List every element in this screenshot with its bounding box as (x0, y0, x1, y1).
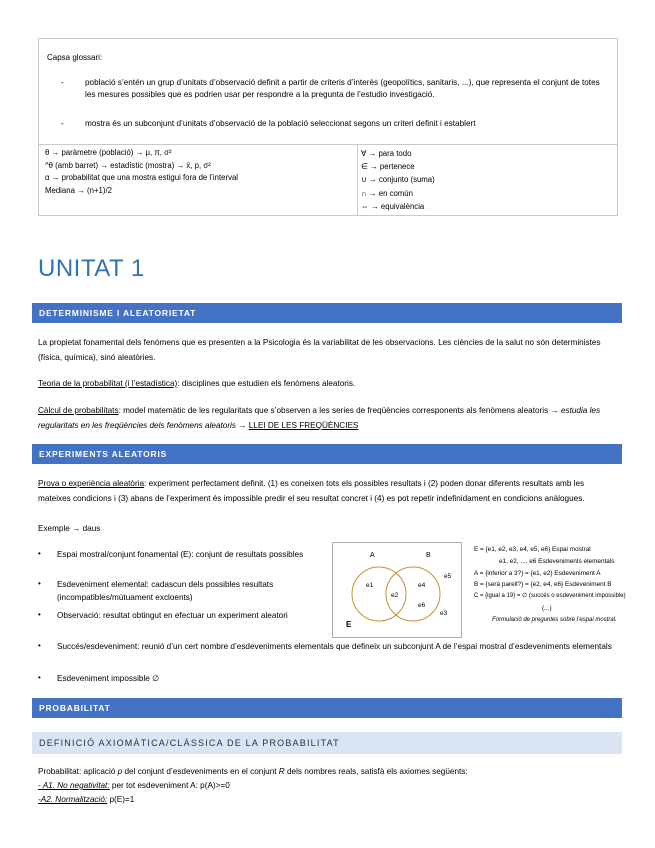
symbol-line: ^θ (amb barret) → estadístic (mostra) → x̄, p, σ² (45, 160, 211, 170)
italic-text: estudia les regularitats en les freqüències dels fenòmens aleatoris (38, 406, 601, 430)
glossary-item-mostra: mostra és un subconjunt d’unitats d’observació de la població seleccionat segons un criteri definit i establert (85, 119, 476, 128)
venn-note: E = {e1, e2, e3, e4, e5, e6} Espai mostral (474, 546, 591, 553)
bullet-icon: • (38, 549, 41, 558)
venn-note: e1, e2, ..., e6 Esdeveniments elementals (499, 557, 615, 565)
glossary-box (38, 38, 618, 216)
glossary-symbols-right (361, 147, 611, 213)
glossary-column-divider (357, 144, 358, 215)
venn-note: B = {serà parell?} = {e2, e4, e6} Esdeveniment B (474, 581, 612, 589)
arrow-text: → (548, 406, 561, 415)
venn-element: e2 (391, 592, 399, 599)
symbol-line: ⇔ → equivalència (361, 201, 425, 211)
glossary-dash: - (61, 78, 64, 87)
glossary-divider (39, 144, 617, 145)
definition-text: Probabilitat: aplicació (38, 767, 118, 776)
symbol-line: α → probabilitat que una mostra estigui fora de l’interval (45, 173, 239, 182)
definition-text: : disciplines que estudien els fenòmens aleatoris. (177, 379, 356, 388)
section-heading-experiments: EXPERIMENTS ALEATORIS (32, 444, 622, 464)
section-heading-probabilitat: PROBABILITAT (32, 698, 622, 718)
venn-note: (...) (542, 604, 552, 612)
symbol-line: ∀ → para todo (361, 149, 412, 158)
venn-svg (332, 542, 462, 638)
section-heading-determinisme: DETERMINISME I ALEATORIETAT (32, 303, 622, 323)
axiom-a2 (38, 794, 616, 806)
bullet-icon: • (38, 610, 41, 619)
list-item: Observació: resultat obtingut en efectuar un experiment aleatori (57, 611, 288, 620)
glossary-title: Capsa glossari: (47, 53, 103, 62)
math-symbol: p (117, 767, 123, 776)
venn-notes (474, 544, 624, 627)
law-text: LLEI DE LES FREQÜÈNCIES (248, 421, 359, 430)
bullet-icon: • (38, 579, 41, 588)
axiom-text: per tot esdeveniment A: p(A)>=0 (109, 781, 230, 790)
venn-element: e6 (418, 602, 426, 609)
symbol-line: ∪ → conjunto (suma) (361, 175, 435, 185)
bullet-icon: • (38, 641, 41, 650)
list-item: Esdeveniment impossible ∅ (57, 674, 160, 683)
glossary-symbols-left (45, 147, 350, 197)
venn-element: e1 (366, 582, 374, 589)
definition-text: : experiment perfectament definit. (1) es coneixen tots els possibles resultats i (2) poden donar diferents resultats amb les mateixes condicions i (3) abans de l’experiment és impossible predir el seu resultat concret i (4) es pot repetir indefinidament en condicions anàlogues. (38, 479, 585, 503)
paragraph-determinisme: La propietat fonamental dels fenòmens que es presenten a la Psicologia és la variabilitat de les observacions. Les ciències de la salut no són deterministes (física, química), sinó aleatòries. (38, 338, 601, 362)
example-text: Exemple → daus (38, 524, 101, 533)
paragraph-prova (38, 476, 616, 506)
list-item: Esdeveniment elemental: cadascun dels possibles resultats (incompatibles/mútuament excloents) (57, 580, 274, 602)
list-item: Succés/esdeveniment: reunió d’un cert nombre d’esdeveniments elementals que defineix un subconjunt A de l’espai mostral d’esdeveniments elementals (57, 642, 612, 651)
venn-label-a: A (370, 552, 375, 559)
paragraph-teoria (38, 376, 616, 391)
axiom-text: p(E)=1 (107, 795, 135, 804)
venn-caption: Formulació de preguntes sobre l’espai mostral. (492, 616, 617, 623)
math-symbol: R (278, 767, 285, 776)
definition-text: del conjunt d’esdeveniments en el conjunt (122, 767, 279, 776)
symbol-line: ∩ → en común (361, 188, 413, 198)
arrow-text: → (235, 421, 249, 430)
venn-label-e: E (346, 620, 352, 629)
term-prova: Prova o experiència aleatòria (38, 479, 145, 488)
term-calcul: Càlcul de probabilitats (38, 406, 119, 415)
venn-element: e3 (440, 610, 448, 617)
axiom-a1 (38, 780, 616, 792)
paragraph-probabilitat-def (38, 766, 616, 778)
venn-label-b: B (426, 552, 431, 559)
symbol-line: ∈ → pertenece (361, 162, 415, 172)
glossary-dash: - (61, 119, 64, 128)
venn-diagram (332, 542, 462, 638)
venn-note: A = {inferior a 3?} = {e1, e2} Esdeveniment A (474, 569, 601, 577)
axiom-label: - A1. No negativitat: (38, 781, 110, 790)
term-teoria: Teoria de la probabilitat (i l’estadística) (38, 379, 178, 388)
paragraph-calcul (38, 403, 616, 433)
glossary-item-poblacio: població s’entén un grup d’unitats d’observació definit a partir de criteris d’interès (geopolítics, sanitaris, ...), que representa el conjunt de totes les mesures possibles que es podrien usar per respondre a la pregunta de l’estudio investigació. (85, 78, 600, 99)
venn-element: e5 (444, 573, 452, 580)
definition-text: dels nombres reals, satisfà els axiomes següents: (284, 767, 468, 776)
venn-note: C = {igual a 19} = ∅ (succés o esdeveniment impossible) (474, 593, 626, 600)
definition-text: : model matemàtic de les regularitats que s’observen a les series de freqüències corresponents als fenòmens aleatoris (118, 406, 549, 415)
axiom-label: -A2. Normalització: (38, 795, 108, 804)
bullet-icon: • (38, 673, 41, 682)
symbol-line: Mediana → (n+1)/2 (45, 185, 112, 195)
list-item: Espai mostral/conjunt fonamental (E): conjunt de resultats possibles (57, 550, 304, 559)
symbol-line: θ → paràmetre (població) → μ, π, σ² (45, 148, 172, 157)
page-title: UNITAT 1 (38, 255, 145, 282)
venn-element: e4 (418, 582, 426, 589)
subsection-heading-definicio: DEFINICIÓ AXIOMÀTICA/CLÀSSICA DE LA PROBABILITAT (32, 732, 622, 754)
